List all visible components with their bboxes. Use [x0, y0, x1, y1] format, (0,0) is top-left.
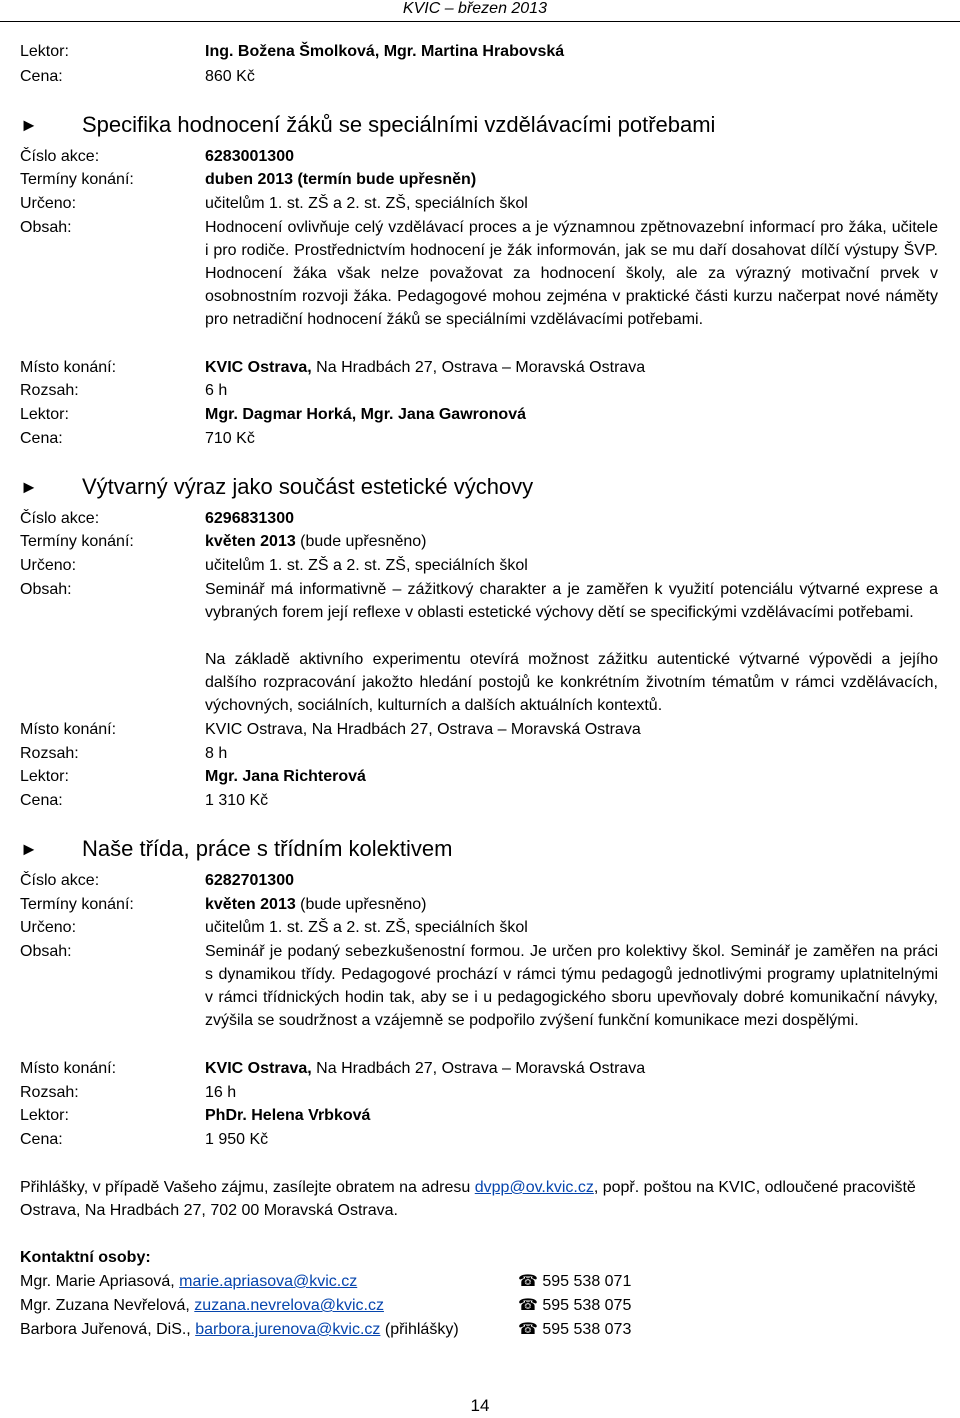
- terminy-value: duben 2013 (termín bude upřesněn): [205, 171, 477, 188]
- obsah-label: Obsah:: [20, 581, 72, 598]
- misto-label: Místo konání:: [20, 359, 117, 376]
- arrow-icon: ►: [20, 839, 38, 859]
- lektor-value: Mgr. Jana Richterová: [205, 768, 366, 785]
- contact-row: [20, 1318, 940, 1342]
- obsah-label: Obsah:: [20, 219, 72, 236]
- contact-name: Mgr. Marie Apriasová,: [20, 1273, 180, 1290]
- misto-bold: KVIC Ostrava,: [205, 1060, 312, 1077]
- lektor-value: PhDr. Helena Vrbková: [205, 1107, 371, 1124]
- contact-row: [20, 1270, 940, 1294]
- cislo-label: Číslo akce:: [20, 510, 100, 527]
- course-title-text: Specifika hodnocení žáků se speciálními vzdělávacími potřebami: [82, 112, 716, 137]
- obsah-value: Seminář je podaný sebezkušenostní formou. Je určen pro kolektivy škol. Seminář je zaměřen na práci s dynamikou třídy. Pedagogové prochází v rámci týmu pedagogů jednotlivými programy uplatnitelnými v rámci třídnických hodin tak, aby se i u pedagogického sboru upevňovaly dobré komunikační návyky, zvýšila se soudržnost a vzájemně se podpořilo zvýšení funkční komunikace mezi dospělými.: [205, 943, 938, 1029]
- cislo-value: 6296831300: [205, 510, 294, 527]
- terminy-label: Termíny konání:: [20, 533, 134, 550]
- lektor-label: Lektor:: [20, 406, 69, 423]
- misto-label: Místo konání:: [20, 1060, 117, 1077]
- terminy-rest: (bude upřesněno): [295, 896, 427, 913]
- contact-suffix: (přihlášky): [380, 1321, 459, 1338]
- urceno-label: Určeno:: [20, 195, 77, 212]
- lektor-value: Ing. Božena Šmolková, Mgr. Martina Hrabovská: [205, 43, 565, 60]
- obsah-value: Hodnocení ovlivňuje celý vzdělávací proces a je významnou zpětnovazební informací pro žáka, učitele i pro rodiče. Prostřednictvím hodnocení je žák informován, jak se mu daří dosahovat dílčí výstupy ŠVP. Hodnocení žáka však nelze považovat za hodnocení školy, ale za výrazný motivační prvek v osobnostním rozvoji žáka. Pedagogové mohou zejména v praktické části kurzu načerpat nové náměty pro netradiční hodnocení žáků se speciálními vzdělávacími potřebami.: [205, 219, 938, 328]
- urceno-value: učitelům 1. st. ZŠ a 2. st. ZŠ, speciálních škol: [205, 919, 528, 936]
- prihlasky-pre: Přihlášky, v případě Vašeho zájmu, zasílejte obratem na adresu: [20, 1179, 475, 1196]
- urceno-value: učitelům 1. st. ZŠ a 2. st. ZŠ, speciálních škol: [205, 557, 528, 574]
- terminy-label: Termíny konání:: [20, 171, 134, 188]
- misto-rest: Na Hradbách 27, Ostrava – Moravská Ostrava: [311, 1060, 646, 1077]
- cena-value: 1 950 Kč: [205, 1131, 269, 1148]
- terminy-label: Termíny konání:: [20, 896, 134, 913]
- phone-icon: ☎ 595 538 071: [518, 1273, 632, 1290]
- header-text: KVIC – březen 2013: [402, 0, 547, 17]
- prihlasky-post: , popř. poštou na KVIC, odloučené pracoviště Ostrava, Na Hradbách 27, 702 00 Moravská Ostrava.: [20, 1179, 916, 1219]
- rozsah-value: 16 h: [205, 1084, 237, 1101]
- misto-value: [205, 356, 938, 379]
- rozsah-value: 6 h: [205, 382, 228, 399]
- cislo-value: 6283001300: [205, 148, 294, 165]
- rozsah-label: Rozsah:: [20, 382, 79, 399]
- cena-label: Cena:: [20, 430, 63, 447]
- cislo-label: Číslo akce:: [20, 872, 100, 889]
- page-header: [0, 0, 960, 22]
- urceno-value: učitelům 1. st. ZŠ a 2. st. ZŠ, speciálních škol: [205, 195, 528, 212]
- misto-rest: Na Hradbách 27, Ostrava – Moravská Ostrava: [311, 359, 646, 376]
- kontakt-title: Kontaktní osoby:: [20, 1249, 151, 1266]
- course-title-text: Naše třída, práce s třídním kolektivem: [82, 836, 453, 861]
- rozsah-value: 8 h: [205, 745, 228, 762]
- obsah-value: Seminář má informativně – zážitkový charakter a je zaměřen k využití potenciálu výtvarné exprese a vybraných forem její reflexe v oblasti estetické výchovy dětí se specifickými vzdělávacími potřebami.: [205, 581, 938, 621]
- contact-email-link[interactable]: zuzana.nevrelova@kvic.cz: [194, 1297, 384, 1314]
- cena-label: Cena:: [20, 68, 63, 85]
- cena-value: 860 Kč: [205, 68, 255, 85]
- terminy-bold: květen 2013: [205, 896, 296, 913]
- lektor-label: Lektor:: [20, 768, 69, 785]
- terminy-rest: (bude upřesněno): [295, 533, 427, 550]
- cislo-value: 6282701300: [205, 872, 294, 889]
- rozsah-label: Rozsah:: [20, 745, 79, 762]
- urceno-label: Určeno:: [20, 919, 77, 936]
- terminy-bold: květen 2013: [205, 533, 296, 550]
- misto-label: Místo konání:: [20, 721, 117, 738]
- prihlasky-email-link[interactable]: dvpp@ov.kvic.cz: [474, 1179, 594, 1196]
- contact-row: [20, 1294, 940, 1318]
- lektor-label: Lektor:: [20, 1107, 69, 1124]
- contact-email-link[interactable]: barbora.jurenova@kvic.cz: [195, 1321, 381, 1338]
- misto-value: KVIC Ostrava, Na Hradbách 27, Ostrava – Moravská Ostrava: [205, 721, 641, 738]
- phone-icon: ☎ 595 538 073: [518, 1321, 632, 1338]
- lektor-label: Lektor:: [20, 43, 69, 60]
- cena-label: Cena:: [20, 792, 63, 809]
- misto-bold: KVIC Ostrava,: [205, 359, 312, 376]
- contact-name: Mgr. Zuzana Nevřelová,: [20, 1297, 195, 1314]
- arrow-icon: ►: [20, 477, 38, 497]
- rozsah-label: Rozsah:: [20, 1084, 79, 1101]
- cislo-label: Číslo akce:: [20, 148, 100, 165]
- course-title-text: Výtvarný výraz jako součást estetické výchovy: [82, 474, 534, 499]
- terminy-value: [205, 530, 938, 553]
- prihlasky-paragraph: [20, 1176, 940, 1222]
- arrow-icon: ►: [20, 115, 38, 135]
- lektor-value: Mgr. Dagmar Horká, Mgr. Jana Gawronová: [205, 406, 526, 423]
- page-number: 14: [470, 1396, 490, 1415]
- cena-value: 710 Kč: [205, 430, 255, 447]
- obsah-value-2: Na základě aktivního experimentu otevírá možnost zážitku autentické výtvarné výpovědi a jejího dalšího rozpracování jakožto hledání postojů ke konkrétním životním tématům v rámci vzdělávacích, výchovných, sociálních, kulturních a dalších aktuálních kontextů.: [205, 651, 938, 714]
- cena-label: Cena:: [20, 1131, 63, 1148]
- contact-email-link[interactable]: marie.apriasova@kvic.cz: [179, 1273, 358, 1290]
- contact-name: Barbora Juřenová, DiS.,: [20, 1321, 196, 1338]
- urceno-label: Určeno:: [20, 557, 77, 574]
- misto-value: [205, 1057, 938, 1080]
- phone-icon: ☎ 595 538 075: [518, 1297, 632, 1314]
- terminy-value: [205, 893, 938, 916]
- cena-value: 1 310 Kč: [205, 792, 269, 809]
- obsah-label: Obsah:: [20, 943, 72, 960]
